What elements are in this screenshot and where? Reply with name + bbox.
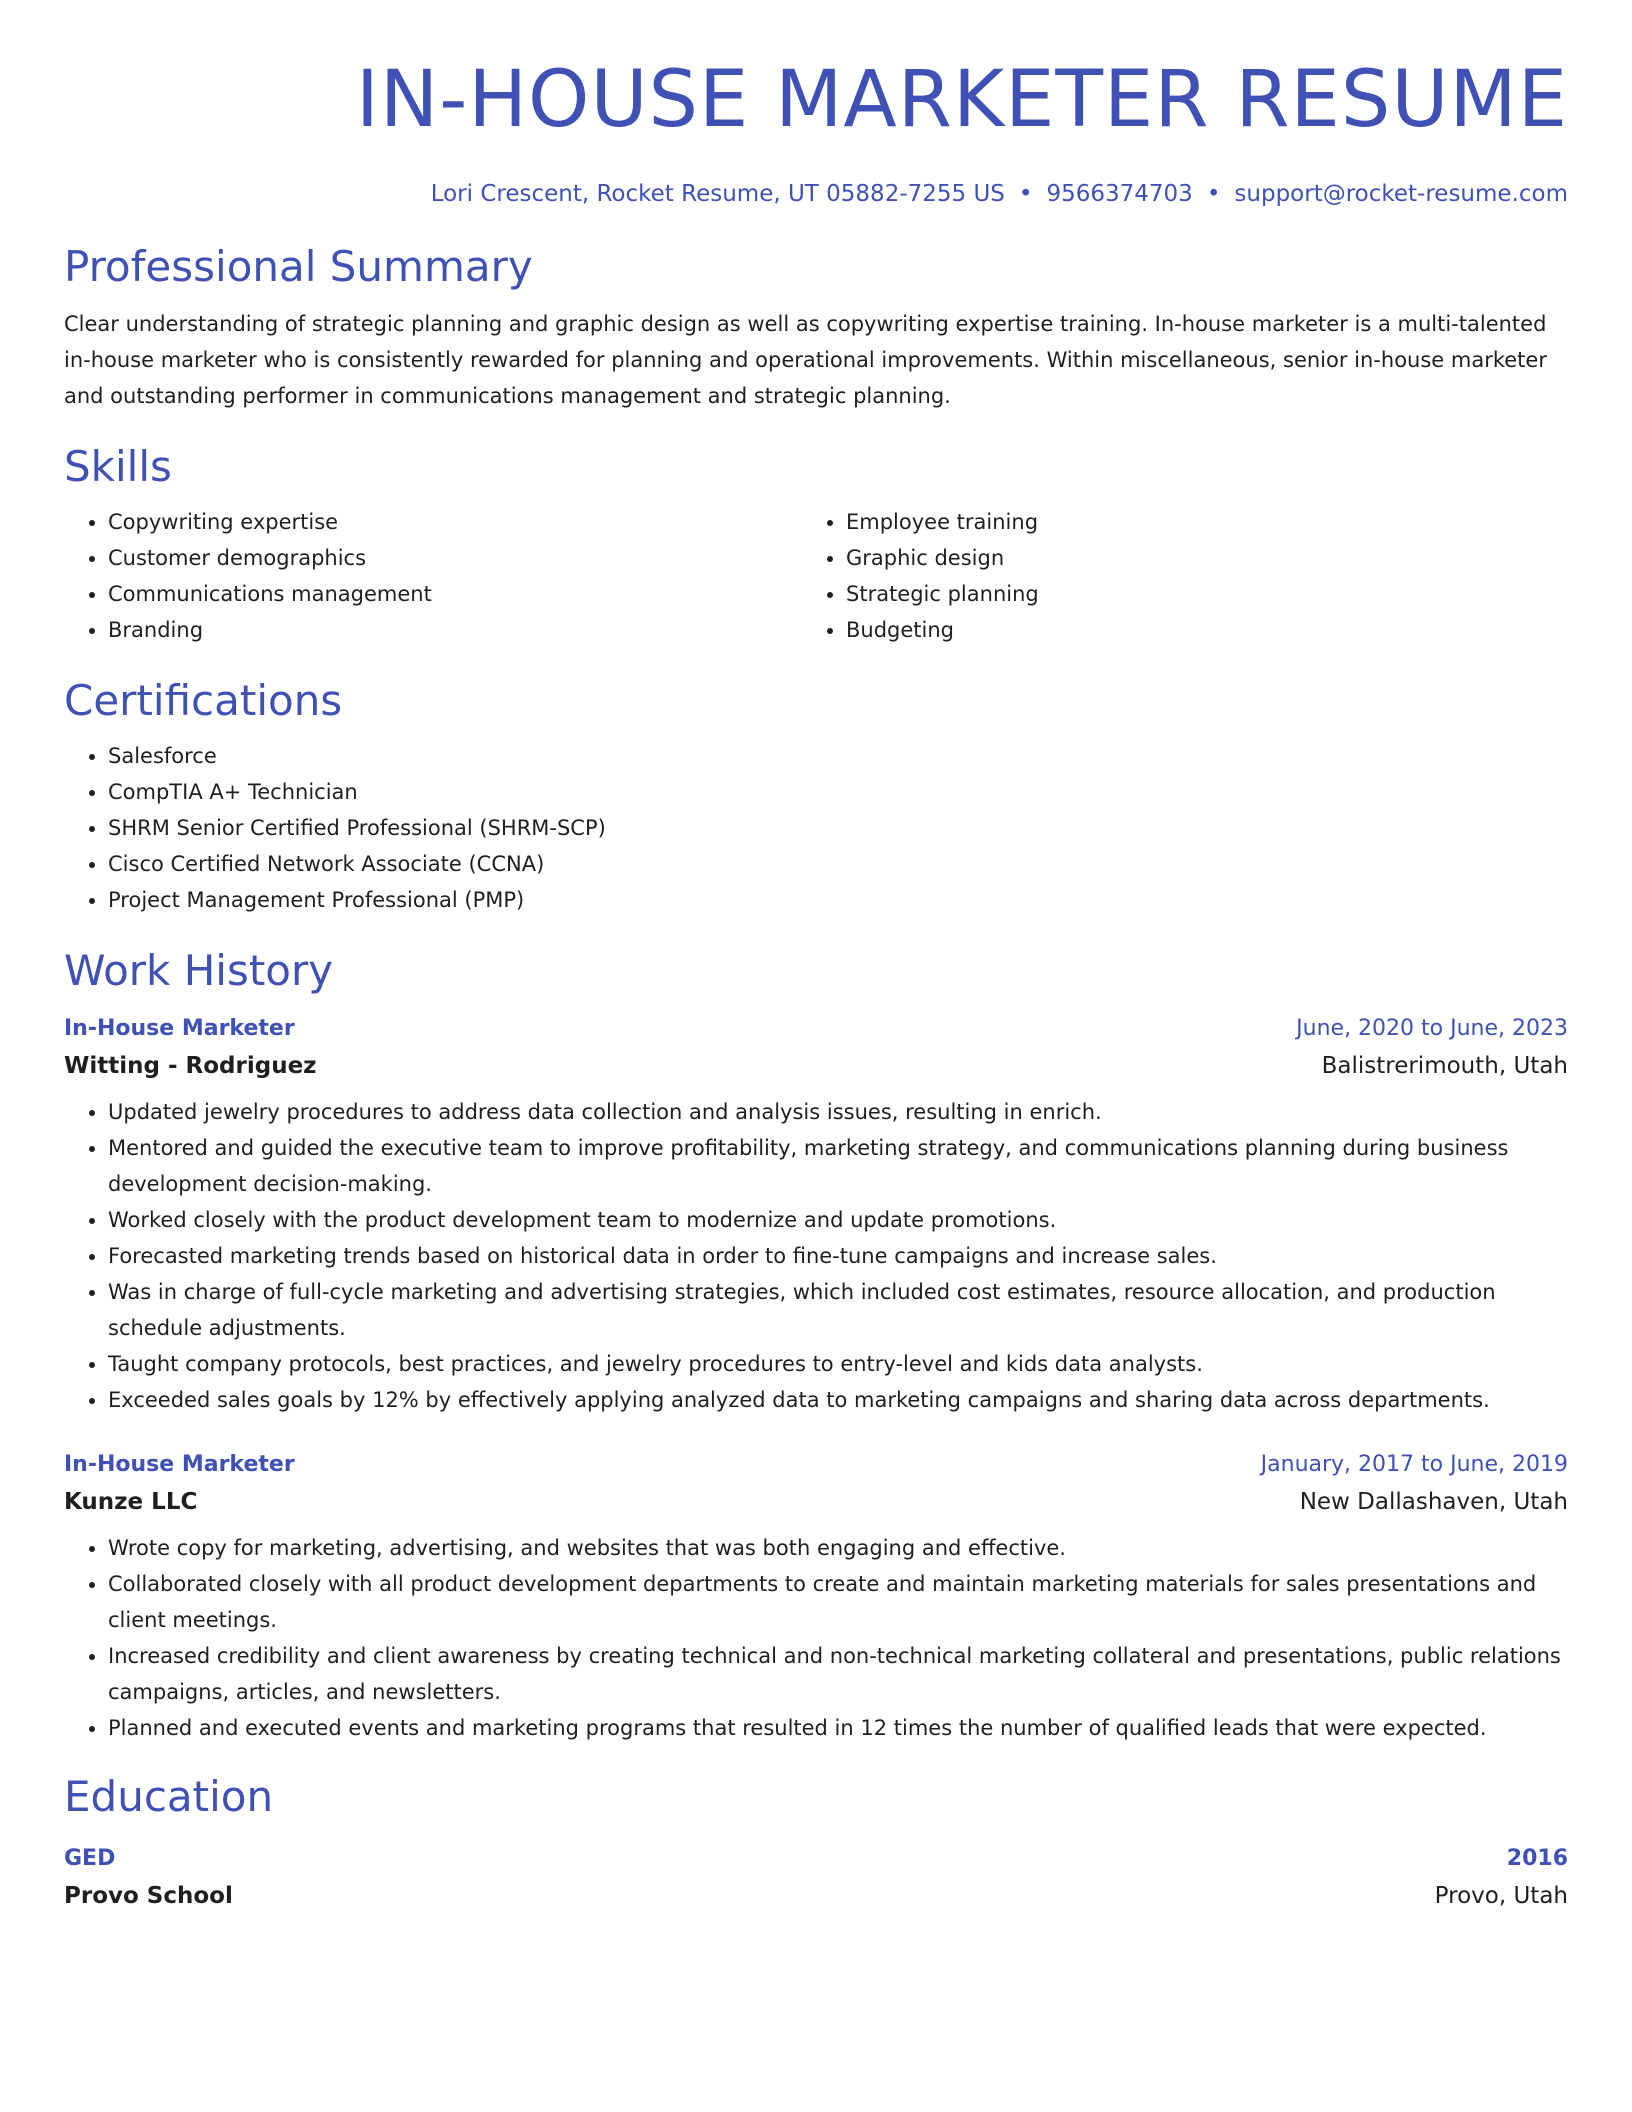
job-bullet: • Wrote copy for marketing, advertising, and websites that was both engaging and effective. (108, 1530, 1568, 1566)
certification-item: • Project Management Professional (PMP) (108, 882, 1568, 918)
summary-section (64, 240, 1568, 414)
skills-section (64, 440, 1568, 648)
resume-title: IN-HOUSE MARKETER RESUME (355, 55, 1568, 145)
summary-text: Clear understanding of strategic planning and graphic design as well as copywriting expertise training. In-house marketer is a multi-talented in-house marketer who is consistently rewarded for planning and operational improvements. Within miscellaneous, senior in-house marketer and outstanding performer in communications management and strategic planning. (64, 312, 1547, 408)
certifications-list (64, 738, 1568, 918)
skill-item: • Copywriting expertise (108, 504, 802, 540)
job-dates: January, 2017 to June, 2019 (1260, 1452, 1568, 1477)
education-header-row (64, 1842, 1568, 1876)
contact-separator: • (1018, 181, 1033, 207)
job-company: Kunze LLC (64, 1489, 198, 1515)
skill-item: • Graphic design (846, 540, 1540, 576)
job-bullet: • Taught company protocols, best practices, and jewelry procedures to entry-level and kids data analysts. (108, 1346, 1568, 1382)
skills-grid (64, 494, 1568, 648)
certifications-heading: Certifications (64, 676, 343, 725)
job-location: New Dallashaven, Utah (1299, 1489, 1568, 1515)
work-history-heading: Work History (64, 946, 334, 995)
education-heading: Education (64, 1772, 274, 1821)
job-title: In-House Marketer (64, 1016, 295, 1041)
job-location: Balistrerimouth, Utah (1321, 1053, 1568, 1079)
job-entry (64, 1012, 1568, 1418)
certifications-section (64, 674, 1568, 918)
resume-header (64, 52, 1568, 210)
education-school: Provo School (64, 1883, 233, 1909)
job-entry (64, 1448, 1568, 1746)
job-title: In-House Marketer (64, 1452, 295, 1477)
skills-list-right (802, 504, 1540, 648)
education-school-row (64, 1876, 1568, 1916)
skills-heading: Skills (64, 442, 172, 491)
skill-item: • Budgeting (846, 612, 1540, 648)
summary-heading: Professional Summary (64, 242, 533, 291)
contact-email: support@rocket-resume.com (1234, 181, 1568, 207)
job-company: Witting - Rodriguez (64, 1053, 317, 1079)
certification-item: • Salesforce (108, 738, 1568, 774)
contact-line (64, 178, 1568, 210)
job-bullet: • Worked closely with the product development team to modernize and update promotions. (108, 1202, 1568, 1238)
certification-item: • CompTIA A+ Technician (108, 774, 1568, 810)
job-bullet: • Forecasted marketing trends based on historical data in order to fine-tune campaigns and increase sales. (108, 1238, 1568, 1274)
contact-phone: 9566374703 (1046, 181, 1193, 207)
education-section (64, 1770, 1568, 1916)
skill-item: • Branding (108, 612, 802, 648)
skill-item: • Employee training (846, 504, 1540, 540)
job-header-row (64, 1448, 1568, 1482)
job-bullet: • Exceeded sales goals by 12% by effectively applying analyzed data to marketing campaigns and sharing data across departments. (108, 1382, 1568, 1418)
work-history-section (64, 944, 1568, 1746)
education-degree: GED (64, 1846, 116, 1871)
job-bullet: • Was in charge of full-cycle marketing and advertising strategies, which included cost estimates, resource allocation, and production schedule adjustments. (108, 1274, 1568, 1346)
job-header-row (64, 1012, 1568, 1046)
job-company-row (64, 1046, 1568, 1086)
job-bullet: • Updated jewelry procedures to address data collection and analysis issues, resulting in enrich. (108, 1094, 1568, 1130)
job-bullets (64, 1094, 1568, 1418)
contact-separator: • (1206, 181, 1221, 207)
education-location: Provo, Utah (1434, 1883, 1568, 1909)
job-bullet: • Increased credibility and client awareness by creating technical and non-technical marketing collateral and presentations, public relations campaigns, articles, and newsletters. (108, 1638, 1568, 1710)
skill-item: • Communications management (108, 576, 802, 612)
job-bullets (64, 1530, 1568, 1746)
skills-list-left (64, 504, 802, 648)
job-bullet: • Mentored and guided the executive team to improve profitability, marketing strategy, and communications planning during business development decision-making. (108, 1130, 1568, 1202)
job-company-row (64, 1482, 1568, 1522)
education-entry (64, 1842, 1568, 1916)
job-bullet: • Collaborated closely with all product development departments to create and maintain marketing materials for sales presentations and client meetings. (108, 1566, 1568, 1638)
certification-item: • SHRM Senior Certified Professional (SHRM-SCP) (108, 810, 1568, 846)
education-year: 2016 (1506, 1846, 1568, 1871)
skill-item: • Customer demographics (108, 540, 802, 576)
skill-item: • Strategic planning (846, 576, 1540, 612)
contact-address: Lori Crescent, Rocket Resume, UT 05882-7255 US (430, 181, 1005, 207)
certification-item: • Cisco Certified Network Associate (CCNA) (108, 846, 1568, 882)
job-bullet: • Planned and executed events and marketing programs that resulted in 12 times the number of qualified leads that were expected. (108, 1710, 1568, 1746)
job-dates: June, 2020 to June, 2023 (1296, 1016, 1568, 1041)
